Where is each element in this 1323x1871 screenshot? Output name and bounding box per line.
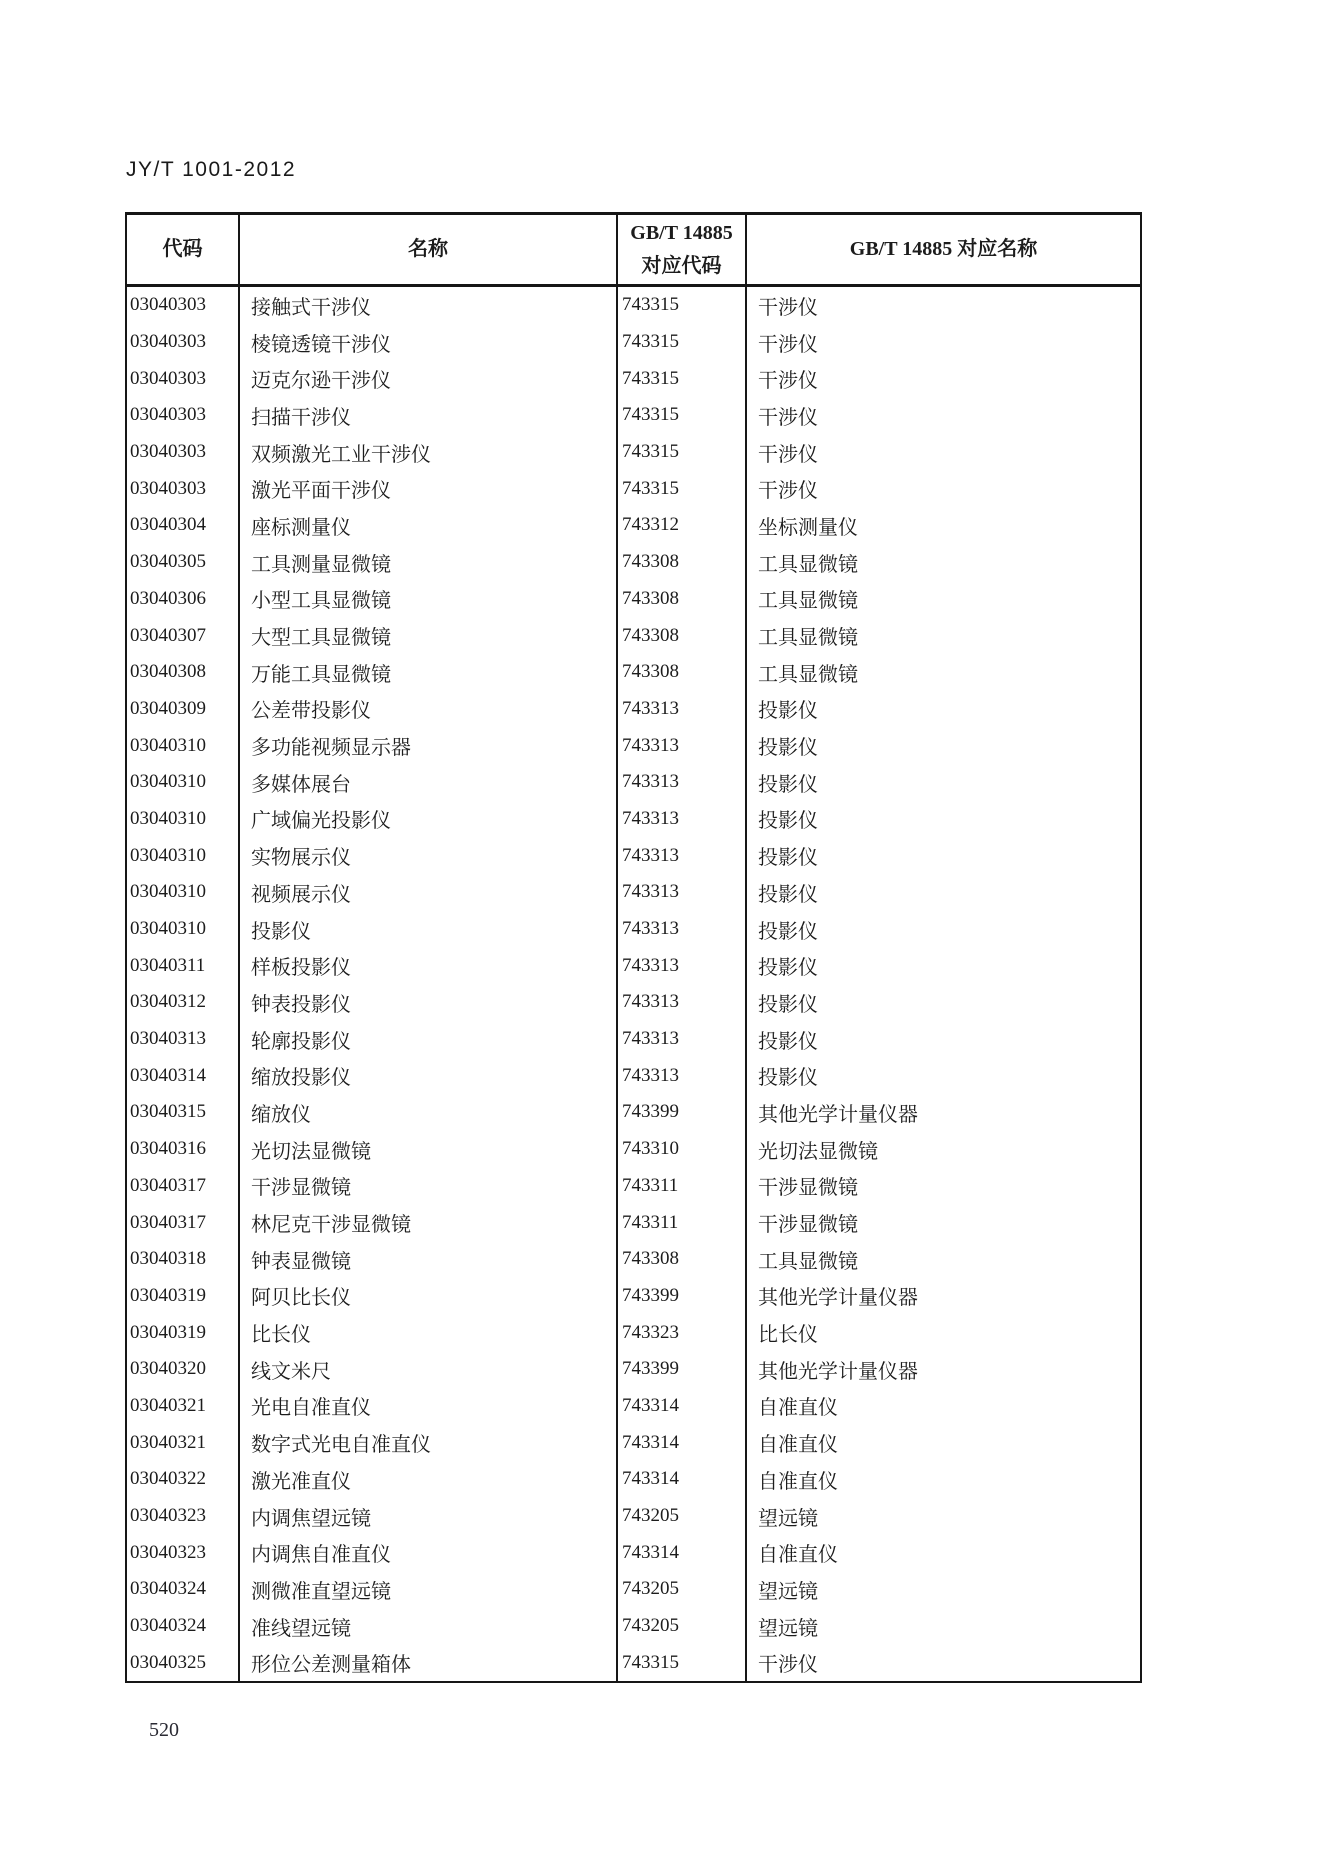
table-row [126, 1498, 1141, 1535]
gb-code-cell: 743313 [617, 911, 746, 948]
col-header-name [239, 214, 617, 286]
name-cell: 钟表显微镜 [239, 1241, 617, 1278]
code-cell: 03040310 [130, 807, 206, 829]
table-row [126, 911, 1141, 948]
name-cell: 双频激光工业干涉仪 [239, 434, 617, 471]
code-cell: 03040319 [130, 1321, 206, 1343]
table-row [126, 397, 1141, 434]
gb-code-cell: 743315 [617, 324, 746, 361]
table-row [126, 286, 1141, 324]
table-row [126, 1131, 1141, 1168]
gb-code-cell: 743310 [617, 1131, 746, 1168]
code-cell: 03040313 [130, 1028, 206, 1050]
gb-code-cell: 743313 [617, 947, 746, 984]
col-header-gb-code-line1: GB/T 14885 [630, 221, 733, 244]
gb-name-cell: 其他光学计量仪器 [746, 1351, 1141, 1388]
code-cell: 03040324 [130, 1615, 206, 1637]
table-row [126, 1057, 1141, 1094]
gb-name-cell: 投影仪 [746, 764, 1141, 801]
code-cell: 03040322 [130, 1468, 206, 1490]
gb-code-cell: 743205 [617, 1571, 746, 1608]
doc-number: JY/T 1001-2012 [126, 158, 297, 181]
code-cell: 03040309 [130, 697, 206, 719]
code-cell: 03040307 [130, 624, 206, 646]
code-cell: 03040323 [130, 1505, 206, 1527]
name-cell: 扫描干涉仪 [239, 397, 617, 434]
col-header-name-label: 名称 [408, 238, 448, 260]
name-cell: 广域偏光投影仪 [239, 801, 617, 838]
table-row [126, 617, 1141, 654]
code-cell: 03040312 [130, 991, 206, 1013]
name-cell: 小型工具显微镜 [239, 581, 617, 618]
code-cell: 03040316 [130, 1138, 206, 1160]
code-cell: 03040310 [130, 734, 206, 756]
page-number: 520 [149, 1719, 179, 1741]
gb-name-cell: 干涉仪 [746, 324, 1141, 361]
gb-name-cell: 投影仪 [746, 727, 1141, 764]
gb-code-cell: 743315 [617, 397, 746, 434]
gb-code-cell: 743314 [617, 1534, 746, 1571]
name-cell: 钟表投影仪 [239, 984, 617, 1021]
gb-name-cell: 投影仪 [746, 837, 1141, 874]
gb-code-cell: 743314 [617, 1424, 746, 1461]
table-row [126, 801, 1141, 838]
gb-code-cell: 743313 [617, 801, 746, 838]
gb-code-cell: 743313 [617, 764, 746, 801]
code-cell: 03040311 [130, 954, 206, 976]
table-row [126, 1388, 1141, 1425]
gb-name-cell: 干涉仪 [746, 360, 1141, 397]
code-cell: 03040310 [130, 771, 206, 793]
gb-code-cell: 743308 [617, 617, 746, 654]
table-row [126, 874, 1141, 911]
name-cell: 公差带投影仪 [239, 691, 617, 728]
gb-name-cell: 望远镜 [746, 1571, 1141, 1608]
table-row [126, 1094, 1141, 1131]
code-cell: 03040310 [130, 918, 206, 940]
gb-name-cell: 望远镜 [746, 1608, 1141, 1645]
name-cell: 多功能视频显示器 [239, 727, 617, 764]
code-cell: 03040324 [130, 1578, 206, 1600]
gb-name-cell: 工具显微镜 [746, 581, 1141, 618]
gb-code-cell: 743205 [617, 1608, 746, 1645]
name-cell: 内调焦望远镜 [239, 1498, 617, 1535]
name-cell: 比长仪 [239, 1314, 617, 1351]
table-row [126, 1644, 1141, 1682]
gb-code-cell: 743311 [617, 1168, 746, 1205]
code-cell: 03040303 [130, 294, 206, 316]
table-row [126, 1534, 1141, 1571]
gb-name-cell: 投影仪 [746, 1021, 1141, 1058]
code-cell: 03040306 [130, 587, 206, 609]
name-cell: 形位公差测量箱体 [239, 1644, 617, 1682]
code-cell: 03040303 [130, 404, 206, 426]
name-cell: 阿贝比长仪 [239, 1278, 617, 1315]
gb-code-cell: 743315 [617, 286, 746, 324]
header-row [126, 214, 1141, 286]
code-cell: 03040325 [130, 1651, 206, 1673]
code-cell: 03040303 [130, 477, 206, 499]
code-cell: 03040319 [130, 1284, 206, 1306]
gb-code-cell: 743315 [617, 434, 746, 471]
table-row [126, 324, 1141, 361]
name-cell: 光电自准直仪 [239, 1388, 617, 1425]
col-header-gb-code [617, 214, 746, 286]
gb-name-cell: 投影仪 [746, 691, 1141, 728]
col-header-gb-name-label: GB/T 14885 对应名称 [849, 238, 1038, 260]
gb-code-cell: 743315 [617, 360, 746, 397]
table-row [126, 1204, 1141, 1241]
col-header-gb-code-line2: 对应代码 [641, 254, 722, 277]
gb-code-cell: 743205 [617, 1498, 746, 1535]
gb-code-cell: 743313 [617, 837, 746, 874]
name-cell: 林尼克干涉显微镜 [239, 1204, 617, 1241]
table-row [126, 360, 1141, 397]
code-cell: 03040303 [130, 367, 206, 389]
name-cell: 轮廓投影仪 [239, 1021, 617, 1058]
code-cell: 03040317 [130, 1211, 206, 1233]
gb-code-cell: 743313 [617, 691, 746, 728]
table-row [126, 1314, 1141, 1351]
gb-code-cell: 743313 [617, 1021, 746, 1058]
name-cell: 激光平面干涉仪 [239, 470, 617, 507]
gb-code-cell: 743313 [617, 984, 746, 1021]
gb-code-cell: 743314 [617, 1388, 746, 1425]
gb-code-cell: 743313 [617, 874, 746, 911]
code-cell: 03040318 [130, 1248, 206, 1270]
col-header-code [126, 214, 239, 286]
code-cell: 03040310 [130, 844, 206, 866]
gb-code-cell: 743399 [617, 1278, 746, 1315]
gb-name-cell: 干涉显微镜 [746, 1204, 1141, 1241]
name-cell: 多媒体展台 [239, 764, 617, 801]
name-cell: 实物展示仪 [239, 837, 617, 874]
gb-name-cell: 工具显微镜 [746, 617, 1141, 654]
name-cell: 座标测量仪 [239, 507, 617, 544]
table-row [126, 984, 1141, 1021]
gb-code-cell: 743315 [617, 1644, 746, 1682]
code-cell: 03040314 [130, 1064, 206, 1086]
name-cell: 样板投影仪 [239, 947, 617, 984]
gb-name-cell: 投影仪 [746, 801, 1141, 838]
table-row [126, 1278, 1141, 1315]
name-cell: 缩放仪 [239, 1094, 617, 1131]
gb-name-cell: 其他光学计量仪器 [746, 1094, 1141, 1131]
gb-name-cell: 工具显微镜 [746, 654, 1141, 691]
gb-name-cell: 投影仪 [746, 947, 1141, 984]
table-row [126, 1241, 1141, 1278]
name-cell: 激光准直仪 [239, 1461, 617, 1498]
gb-name-cell: 干涉仪 [746, 434, 1141, 471]
gb-name-cell: 光切法显微镜 [746, 1131, 1141, 1168]
name-cell: 大型工具显微镜 [239, 617, 617, 654]
code-cell: 03040320 [130, 1358, 206, 1380]
name-cell: 线文米尺 [239, 1351, 617, 1388]
table-row [126, 947, 1141, 984]
name-cell: 接触式干涉仪 [239, 286, 617, 324]
name-cell: 万能工具显微镜 [239, 654, 617, 691]
gb-code-cell: 743399 [617, 1351, 746, 1388]
table-row [126, 1608, 1141, 1645]
name-cell: 干涉显微镜 [239, 1168, 617, 1205]
gb-name-cell: 自准直仪 [746, 1424, 1141, 1461]
name-cell: 内调焦自准直仪 [239, 1534, 617, 1571]
code-cell: 03040321 [130, 1431, 206, 1453]
code-cell: 03040303 [130, 441, 206, 463]
name-cell: 准线望远镜 [239, 1608, 617, 1645]
gb-code-cell: 743313 [617, 1057, 746, 1094]
name-cell: 工具测量显微镜 [239, 544, 617, 581]
gb-code-cell: 743323 [617, 1314, 746, 1351]
table-row [126, 581, 1141, 618]
name-cell: 缩放投影仪 [239, 1057, 617, 1094]
col-header-gb-name [746, 214, 1141, 286]
table-row [126, 1424, 1141, 1461]
name-cell: 测微准直望远镜 [239, 1571, 617, 1608]
table-row [126, 507, 1141, 544]
name-cell: 视频展示仪 [239, 874, 617, 911]
code-cell: 03040315 [130, 1101, 206, 1123]
gb-name-cell: 干涉仪 [746, 470, 1141, 507]
code-mapping-table [125, 212, 1142, 1683]
gb-code-cell: 743308 [617, 581, 746, 618]
name-cell: 数字式光电自准直仪 [239, 1424, 617, 1461]
gb-name-cell: 自准直仪 [746, 1388, 1141, 1425]
gb-code-cell: 743308 [617, 544, 746, 581]
name-cell: 迈克尔逊干涉仪 [239, 360, 617, 397]
table-body [126, 286, 1141, 1683]
table-row [126, 837, 1141, 874]
name-cell: 投影仪 [239, 911, 617, 948]
name-cell: 光切法显微镜 [239, 1131, 617, 1168]
code-cell: 03040317 [130, 1174, 206, 1196]
gb-name-cell: 其他光学计量仪器 [746, 1278, 1141, 1315]
table-row [126, 1351, 1141, 1388]
code-cell: 03040308 [130, 661, 206, 683]
gb-name-cell: 比长仪 [746, 1314, 1141, 1351]
gb-name-cell: 干涉仪 [746, 397, 1141, 434]
gb-name-cell: 投影仪 [746, 984, 1141, 1021]
gb-code-cell: 743399 [617, 1094, 746, 1131]
gb-code-cell: 743311 [617, 1204, 746, 1241]
table-row [126, 1168, 1141, 1205]
code-cell: 03040304 [130, 514, 206, 536]
gb-name-cell: 自准直仪 [746, 1534, 1141, 1571]
code-cell: 03040321 [130, 1394, 206, 1416]
gb-name-cell: 望远镜 [746, 1498, 1141, 1535]
gb-name-cell: 投影仪 [746, 911, 1141, 948]
code-cell: 03040323 [130, 1541, 206, 1563]
code-cell: 03040310 [130, 881, 206, 903]
gb-name-cell: 坐标测量仪 [746, 507, 1141, 544]
gb-name-cell: 工具显微镜 [746, 1241, 1141, 1278]
table-header [126, 214, 1141, 286]
code-cell: 03040303 [130, 331, 206, 353]
gb-name-cell: 投影仪 [746, 874, 1141, 911]
table-row [126, 654, 1141, 691]
gb-code-cell: 743314 [617, 1461, 746, 1498]
name-cell: 棱镜透镜干涉仪 [239, 324, 617, 361]
table-row [126, 470, 1141, 507]
gb-name-cell: 干涉显微镜 [746, 1168, 1141, 1205]
table-row [126, 1021, 1141, 1058]
table-row [126, 691, 1141, 728]
gb-name-cell: 干涉仪 [746, 286, 1141, 324]
gb-code-cell: 743312 [617, 507, 746, 544]
table-row [126, 727, 1141, 764]
gb-code-cell: 743313 [617, 727, 746, 764]
table-row [126, 544, 1141, 581]
gb-name-cell: 工具显微镜 [746, 544, 1141, 581]
gb-code-cell: 743308 [617, 1241, 746, 1278]
gb-name-cell: 投影仪 [746, 1057, 1141, 1094]
table-row [126, 1461, 1141, 1498]
table-row [126, 764, 1141, 801]
gb-code-cell: 743315 [617, 470, 746, 507]
gb-name-cell: 自准直仪 [746, 1461, 1141, 1498]
table-row [126, 434, 1141, 471]
gb-code-cell: 743308 [617, 654, 746, 691]
gb-name-cell: 干涉仪 [746, 1644, 1141, 1682]
col-header-code-label: 代码 [162, 238, 203, 260]
code-cell: 03040305 [130, 551, 206, 573]
table-row [126, 1571, 1141, 1608]
